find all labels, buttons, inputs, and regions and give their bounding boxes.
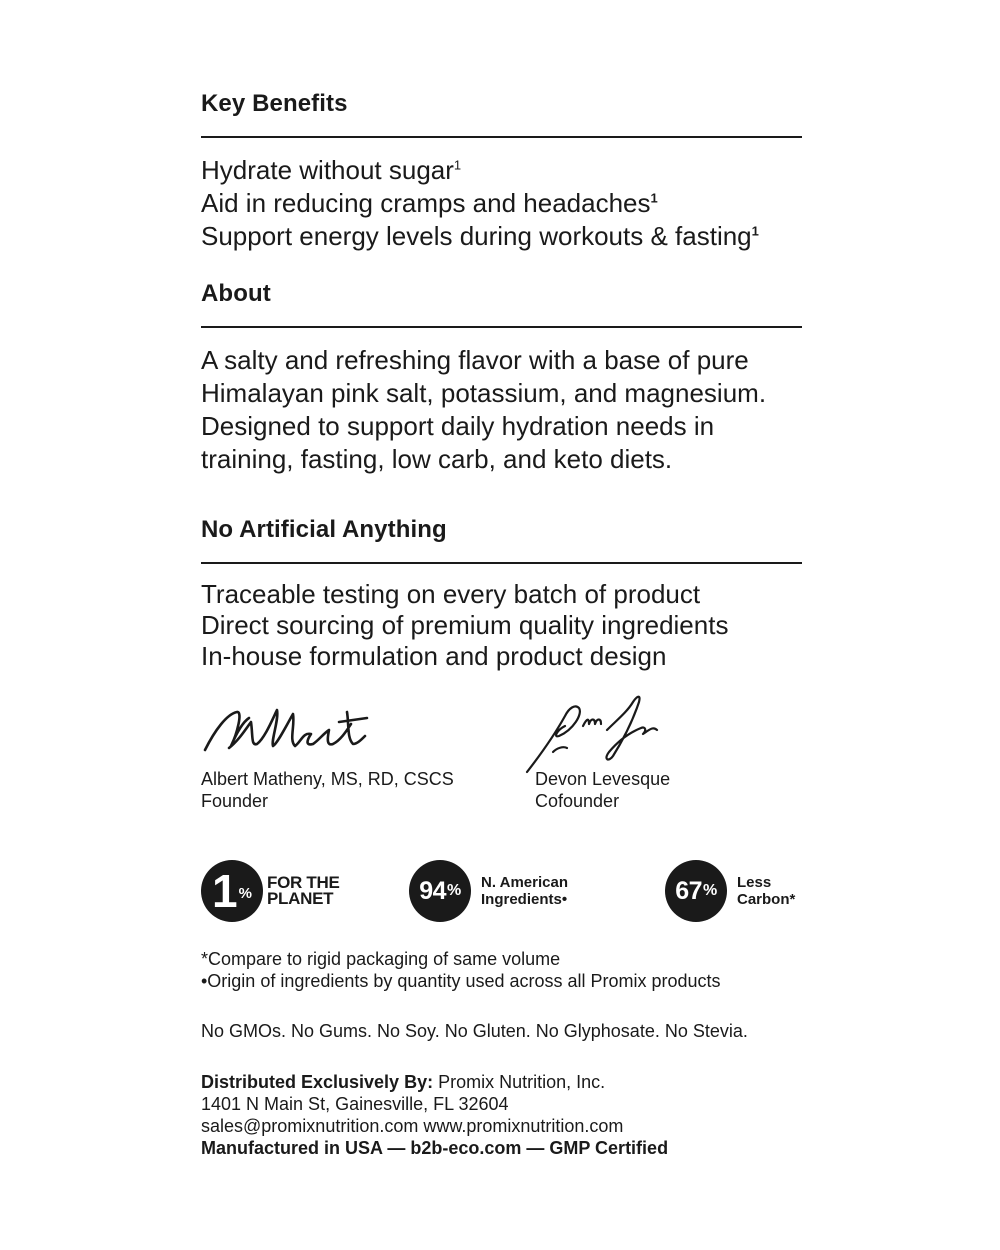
one-percent-for-the-planet-icon — [201, 860, 263, 922]
american-percent-circle — [409, 860, 471, 922]
footnote: *Compare to rigid packaging of same volume — [201, 949, 561, 969]
footnote: •Origin of ingredients by quantity used across all Promix products — [201, 971, 721, 991]
american-percent-sign: % — [447, 882, 461, 899]
signer-name: Albert Matheny, MS, RD, CSCS — [201, 769, 454, 789]
key-benefits-list — [201, 154, 759, 253]
distribution-info — [201, 1071, 668, 1159]
less-carbon-badge — [665, 860, 795, 922]
signer-name: Devon Levesque — [535, 769, 671, 789]
no-artificial-heading: No Artificial Anything — [201, 516, 447, 543]
american-label-line: Ingredients• — [481, 891, 568, 908]
signer-role: Cofounder — [535, 791, 620, 811]
carbon-label — [737, 874, 795, 908]
about-line: Designed to support daily hydration needs in — [201, 411, 715, 441]
manufacturing-info: Manufactured in USA — b2b-eco.com — GMP Certified — [201, 1138, 669, 1158]
distributor-contact: sales@promixnutrition.com www.promixnutrition.com — [201, 1116, 624, 1136]
about-line: Himalayan pink salt, potassium, and magnesium. — [201, 378, 767, 408]
no-artificial-item: Traceable testing on every batch of product — [201, 579, 701, 609]
distributor-address: 1401 N Main St, Gainesville, FL 32604 — [201, 1094, 509, 1114]
key-benefits-heading: Key Benefits — [201, 90, 348, 117]
carbon-percent-sign: % — [703, 882, 717, 899]
devon-signer — [535, 768, 670, 812]
albert-signature — [201, 700, 371, 758]
no-artificial-list — [201, 579, 728, 672]
no-artificial-item: In-house formulation and product design — [201, 641, 667, 671]
key-benefit-item: Hydrate without sugar$^1$ — [201, 155, 462, 185]
no-artificial-item: Direct sourcing of premium quality ingredients — [201, 610, 729, 640]
carbon-percent-circle — [665, 860, 727, 922]
one-percent-for-the-planet-badge — [201, 860, 340, 922]
albert-signer — [201, 768, 454, 812]
key-benefit-item: Support energy levels during workouts & fasting$^1$ — [201, 221, 759, 251]
devon-signature — [523, 690, 669, 776]
about-line: training, fasting, low carb, and keto diets. — [201, 444, 673, 474]
no-artificial-divider — [201, 562, 802, 564]
key-benefit-item: Aid in reducing cramps and headaches$^1$ — [201, 188, 658, 218]
american-label — [481, 874, 568, 908]
american-label-line: N. American — [481, 874, 568, 891]
planet-label-line: PLANET — [267, 889, 334, 908]
footnotes — [201, 948, 721, 992]
carbon-percent-number: 67 — [675, 876, 703, 905]
carbon-label-line: Carbon* — [737, 891, 796, 908]
about-line: A salty and refreshing flavor with a base of pure — [201, 345, 749, 375]
about-divider — [201, 326, 802, 328]
about-paragraph — [201, 344, 766, 476]
planet-percent: % — [238, 884, 252, 902]
american-percent-number: 94 — [419, 876, 447, 905]
planet-label — [267, 875, 340, 907]
about-heading: About — [201, 280, 271, 307]
american-ingredients-badge — [409, 860, 568, 922]
distributor-label: Distributed Exclusively By: — [201, 1072, 434, 1092]
carbon-label-line: Less — [737, 874, 772, 891]
signer-role: Founder — [201, 791, 269, 811]
planet-number: 1 — [212, 865, 238, 917]
distributor-company: Promix Nutrition, Inc. — [433, 1072, 606, 1092]
planet-label-line: FOR THE — [267, 873, 340, 892]
key-benefits-divider — [201, 136, 802, 138]
free-from-claims: No GMOs. No Gums. No Soy. No Gluten. No Glyphosate. No Stevia. — [201, 1021, 748, 1041]
distributor-line — [201, 1071, 668, 1093]
